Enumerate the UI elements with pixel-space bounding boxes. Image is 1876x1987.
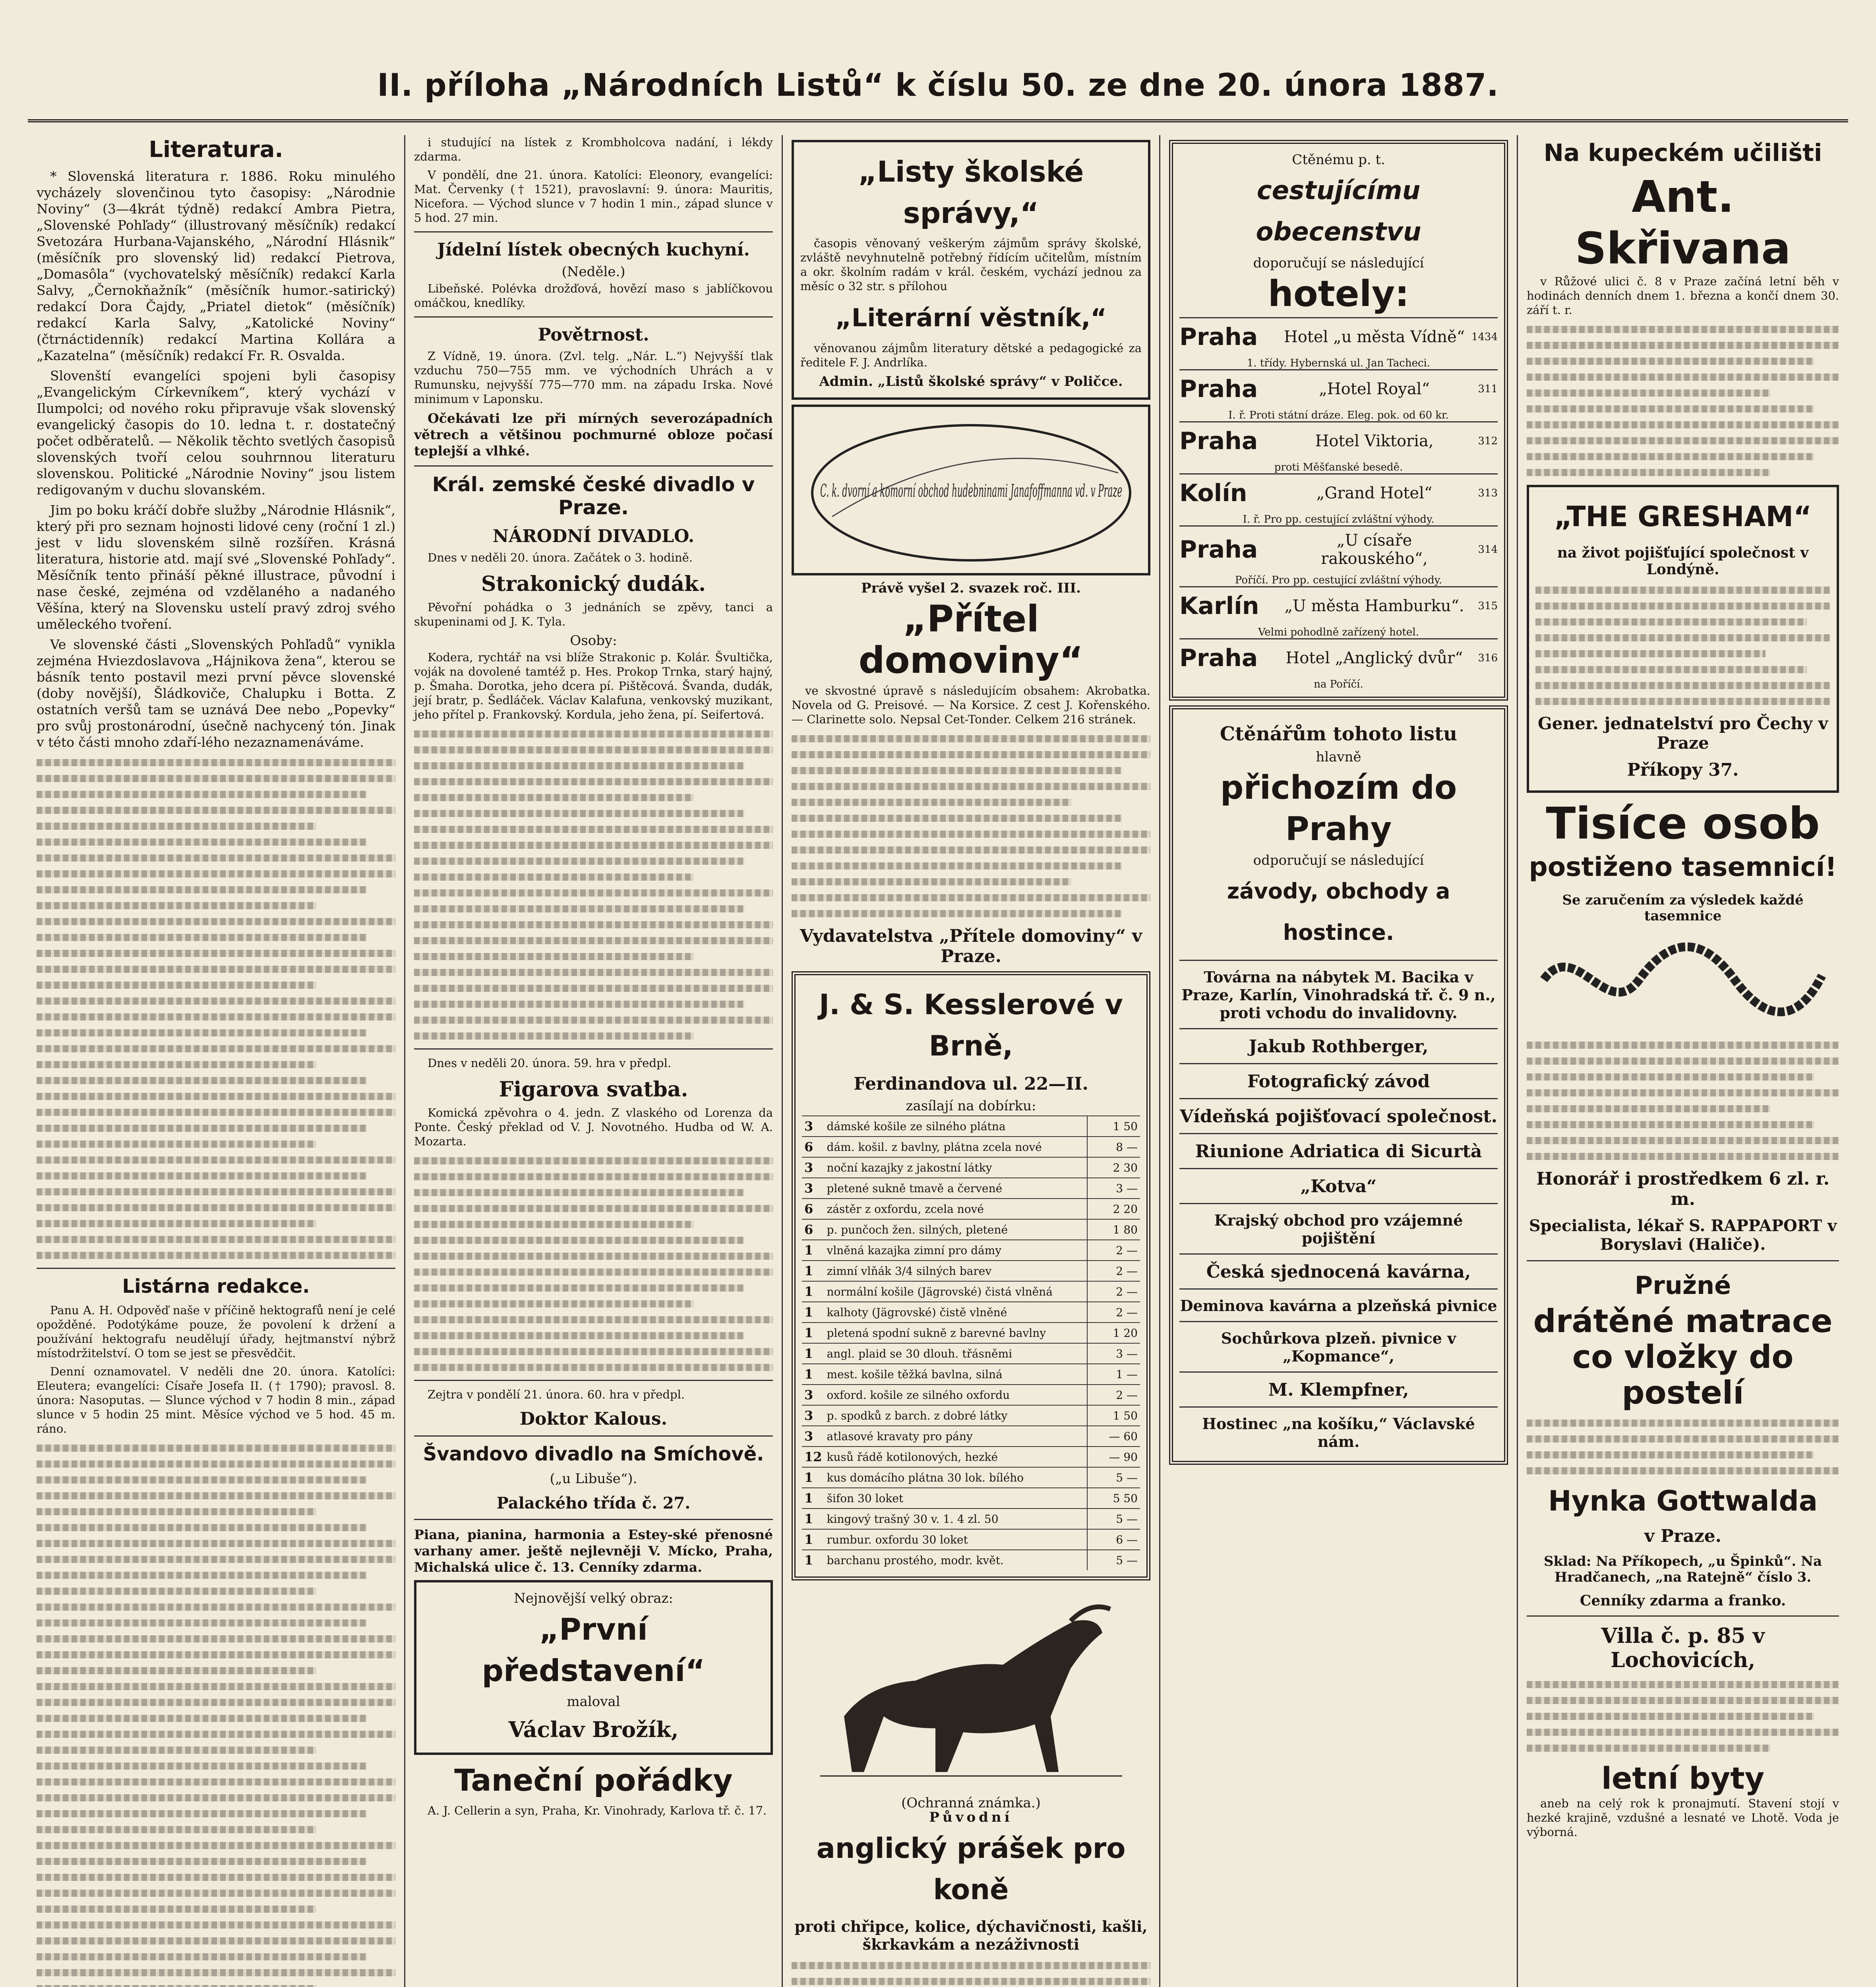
price-value: 2 — bbox=[1087, 1281, 1140, 1302]
readers-big: přichozím do Prahy bbox=[1220, 769, 1457, 848]
menu-text: Libeňské. Polévka drožďová, hovězí maso s jablíčkovou omáčkou, knedlíky. bbox=[414, 282, 773, 310]
literature-heading: Literatura. bbox=[149, 137, 283, 163]
cast-list: Kodera, rychtář na vsi blíže Strakonic p. Kolár. Švultička, voják na dovolené tamtéž p. Hes. Prokop Trnka, starý hajný, p. Šmaha. Dorotka, jeho dcera pí. Pištěcová. Švanda, dudák, její bratr, p. Šedláček. Václav Kalafuna, venkovský muzikant, jeho přítel p. Frankovský. Kordula, jeho žena, pí. Seifertová. bbox=[414, 651, 773, 721]
text-block bbox=[1527, 1420, 1839, 1474]
price-row bbox=[802, 1302, 1140, 1323]
price-value: 1 — bbox=[1087, 1364, 1140, 1385]
price-item: barchanu prostého, modr. květ. bbox=[825, 1550, 1087, 1570]
price-item: šifon 30 loket bbox=[825, 1488, 1087, 1509]
literature-paragraph: Ve slovenské části „Slovenských Pohľadů“ vynikla zejména Hviezdoslavova „Hájnikova žena“, kterou se básník tento postavil mezi první pěvce slovenské (doby novější), Šládkoviče, Chalupku i Botta. Z ostatních veršů tam se uznává Dee nebo „Popevky“ pro svůj prostonárodní, úsečně nachycený tón. Jinak v této části mnoho zdaří-lého nezaznamenáváme. bbox=[37, 637, 395, 750]
price-item: zimní vlňák 3/4 silných barev bbox=[825, 1261, 1087, 1281]
price-row bbox=[802, 1178, 1140, 1199]
play-date: Dnes v neděli 20. února. 59. hra v předpl. bbox=[428, 1056, 672, 1070]
text-block bbox=[792, 735, 1150, 917]
hotel-city: Karlín bbox=[1179, 592, 1259, 620]
price-qty: 1 bbox=[802, 1550, 825, 1570]
price-value: 2 — bbox=[1087, 1302, 1140, 1323]
divider bbox=[37, 1268, 395, 1269]
price-item: p. spodků z barch. z dobré látky bbox=[825, 1405, 1087, 1426]
price-item: atlasové kravaty pro pány bbox=[825, 1426, 1087, 1447]
price-item: rumbur. oxfordu 30 loket bbox=[825, 1529, 1087, 1550]
hotel-name: „U města Hamburku“. bbox=[1284, 597, 1464, 615]
divider bbox=[1179, 1098, 1498, 1099]
price-row bbox=[802, 1364, 1140, 1385]
price-item: vlněná kazajka zimní pro dámy bbox=[825, 1240, 1087, 1261]
bacik-ad: Továrna na nábytek M. Bacika v Praze, Karlín, Vinohradská tř. č. 9 n., proti vchodu do invalidovny. bbox=[1181, 968, 1496, 1022]
price-item: dám. košil. z bavlny, plátna zcela nové bbox=[825, 1137, 1087, 1157]
price-qty: 1 bbox=[802, 1302, 825, 1323]
hotel-row bbox=[1179, 317, 1498, 356]
hotel-entry bbox=[1179, 317, 1498, 369]
column-ads-2 bbox=[1160, 135, 1518, 1987]
friend-title: „Přítel domoviny“ bbox=[858, 598, 1084, 682]
hotel-num: 316 bbox=[1478, 652, 1498, 664]
price-row bbox=[802, 1529, 1140, 1550]
summer-text: aneb na celý rok k pronajmutí. Stavení stojí v hezké krajině, vzdušné a lesnaté ve Lhotě. Voda je výborná. bbox=[1527, 1797, 1839, 1839]
price-qty: 1 bbox=[802, 1364, 825, 1385]
divider bbox=[1527, 1260, 1839, 1261]
divider bbox=[1179, 1288, 1498, 1290]
play-description: Pěvořní pohádka o 3 jednáních se zpěvy, tanci a skupeninami od J. K. Tyla. bbox=[414, 600, 773, 628]
price-row bbox=[802, 1447, 1140, 1467]
hotel-city: Praha bbox=[1179, 536, 1258, 564]
price-qty: 1 bbox=[802, 1509, 825, 1529]
hotel-row bbox=[1179, 525, 1498, 573]
text-block bbox=[1535, 587, 1830, 705]
price-row bbox=[802, 1343, 1140, 1364]
calendar-text: V pondělí, dne 21. února. Katolíci: Eleonory, evangelíci: Mat. Červenky († 1521), pravoslavní: 9. února: Mauritis, Nicefora. — Východ slunce v 7 hodin 1 min., západ slunce v 5 hod. 27 min. bbox=[414, 168, 773, 225]
price-item: kusů řádě kotilonových, hezké bbox=[825, 1447, 1087, 1467]
hotel-list bbox=[1179, 317, 1498, 690]
horse-icon bbox=[796, 1585, 1146, 1792]
price-qty: 3 bbox=[802, 1405, 825, 1426]
smichov-sub: („u Libuše“). bbox=[550, 1471, 637, 1487]
hotel-num: 314 bbox=[1478, 544, 1498, 556]
school-name: Ant. Skřivana bbox=[1575, 171, 1791, 274]
trademark-caption: (Ochranná známka.) bbox=[901, 1795, 1041, 1811]
divider bbox=[1179, 960, 1498, 961]
listy-text: časopis věnovaný veškerým zájmům správy školské, zvláště nevyhnutelně potřebný řídícím učitelům, místním a okr. školním radám v král. českém, vychází jednou za měsíc o 32 str. s přílohou bbox=[800, 236, 1142, 293]
gottwald-address: v Praze. bbox=[1644, 1526, 1721, 1546]
friend-text: ve skvostné úpravě s následujícím obsahem: Akrobatka. Novela od G. Preisové. — Na Korsice. Z cest J. Kořenského. — Clarinette solo. Nepsal Cet-Tonder. Celkem 216 stránek. bbox=[792, 684, 1150, 726]
gresham-agent: Gener. jednatelství pro Čechy v Praze bbox=[1537, 714, 1828, 753]
riunione-ad: Riunione Adriatica di Sicurtà bbox=[1195, 1141, 1482, 1162]
dance-ad-title: Taneční pořádky bbox=[454, 1762, 733, 1798]
price-value: 2 30 bbox=[1087, 1157, 1140, 1178]
price-item: normální košile (Jägrovské) čistá vlněná bbox=[825, 1281, 1087, 1302]
hotel-city: Praha bbox=[1179, 427, 1258, 455]
price-row bbox=[802, 1405, 1140, 1426]
painting-intro: Nejnovější velký obraz: bbox=[514, 1590, 673, 1606]
rappaport: Specialista, lékař S. RAPPAPORT v Boryslavi (Haliče). bbox=[1529, 1216, 1837, 1254]
gottwald-store: Sklad: Na Příkopech, „u Špinků“. Na Hradčanech, „na Ratejně“ číslo 3. bbox=[1544, 1553, 1822, 1585]
hotel-row bbox=[1179, 369, 1498, 408]
hotel-name: „U císaře rakouského“, bbox=[1321, 531, 1428, 568]
rothberger-ad: Jakub Rothberger, bbox=[1249, 1036, 1429, 1057]
price-row bbox=[802, 1281, 1140, 1302]
text-block bbox=[37, 1445, 395, 1987]
painting-title: „První představení“ bbox=[482, 1611, 705, 1688]
summer-title: letní byty bbox=[1601, 1760, 1765, 1796]
play-title: Strakonický dudák. bbox=[481, 572, 706, 596]
listy-ad bbox=[792, 140, 1150, 400]
hotel-name: Hotel „u města Vídně“ bbox=[1284, 328, 1465, 346]
play-description: Komická zpěvohra o 4. jedn. Z vlaského od Lorenza da Ponte. Český překlad od V. J. Novotného. Hudba od W. A. Mozarta. bbox=[414, 1106, 773, 1148]
redakce-paragraph: Panu A. H. Odpověď naše v příčině hektografů není je celé opožděné. Podotýkáme pouze, že povolení k držení a používání hektografu neudělují úřady, hejtmanství nýbrž místodržitelství. O tom se jest se přesvědčit. bbox=[37, 1303, 395, 1360]
column-news bbox=[405, 135, 783, 1987]
hotel-name: Hotel „Anglický dvůr“ bbox=[1286, 649, 1463, 667]
gresham-sub: na život pojišťující společnost v Londýně. bbox=[1557, 544, 1809, 578]
price-qty: 1 bbox=[802, 1467, 825, 1488]
kessler-title: J. & S. Kesslerové v Brně, bbox=[819, 988, 1123, 1062]
listy-admin: Admin. „Listů školské správy“ v Poličce. bbox=[819, 374, 1123, 389]
price-value: 1 80 bbox=[1087, 1219, 1140, 1240]
divider bbox=[414, 1519, 773, 1520]
menu-heading: Jídelní lístek obecných kuchyní. bbox=[437, 240, 750, 260]
friend-intro: Právě vyšel 2. svazek roč. III. bbox=[861, 580, 1081, 596]
tapeworm-title: Tisíce osob bbox=[1546, 798, 1820, 849]
hotel-note: 1. třídy. Hybernská ul. Jan Tacheci. bbox=[1247, 357, 1431, 369]
horse-illustration bbox=[792, 1585, 1150, 1811]
price-value: 2 — bbox=[1087, 1261, 1140, 1281]
weather-text: Z Vídně, 19. února. (Zvl. telg. „Nár. L.“) Nejvyšší tlak vzduchu 750—755 mm. ve východních Uhrách a v Rumunsku, nejvyšší 775—770 mm. na západu Irska. Nové minimum v Laponsku. bbox=[414, 349, 773, 406]
price-value: 2 20 bbox=[1087, 1199, 1140, 1219]
school-intro: Na kupeckém učilišti bbox=[1543, 139, 1822, 167]
price-item: pletené sukně tmavě a červené bbox=[825, 1178, 1087, 1199]
price-row bbox=[802, 1467, 1140, 1488]
text-block bbox=[1527, 326, 1839, 476]
divider bbox=[1179, 1203, 1498, 1204]
price-row bbox=[802, 1240, 1140, 1261]
price-row bbox=[802, 1385, 1140, 1405]
price-item: mest. košile těžká bavlna, silná bbox=[825, 1364, 1087, 1385]
price-value: — 60 bbox=[1087, 1426, 1140, 1447]
redakce-heading: Listárna redakce. bbox=[122, 1275, 310, 1298]
price-value: 5 — bbox=[1087, 1550, 1140, 1570]
powder-text: proti chřipce, kolice, dýchavičnosti, kašli, škrkavkám a nezáživnosti bbox=[794, 1917, 1148, 1953]
hotel-city: Kolín bbox=[1179, 479, 1247, 507]
price-qty: 3 bbox=[802, 1157, 825, 1178]
hotels-recommend: doporučují se následující bbox=[1253, 255, 1424, 271]
price-value: 8 — bbox=[1087, 1137, 1140, 1157]
price-qty: 6 bbox=[802, 1137, 825, 1157]
hotels-title: hotely: bbox=[1268, 273, 1409, 315]
price-value: — 90 bbox=[1087, 1447, 1140, 1467]
honorar: Honorář i prostředkem 6 zl. r. m. bbox=[1536, 1169, 1830, 1209]
divider bbox=[1179, 1133, 1498, 1134]
divider bbox=[1179, 1168, 1498, 1169]
divider bbox=[1179, 1063, 1498, 1064]
gresham-title: „THE GRESHAM“ bbox=[1554, 500, 1812, 533]
kotva-ad: „Kotva“ bbox=[1300, 1176, 1377, 1197]
intro-text: i studující na lístek z Krombholcova nadání, i lékdy zdarma. bbox=[414, 136, 773, 163]
price-qty: 1 bbox=[802, 1323, 825, 1343]
menu-sub: (Neděle.) bbox=[561, 264, 625, 280]
price-qty: 3 bbox=[802, 1426, 825, 1447]
hotel-city: Praha bbox=[1179, 375, 1258, 403]
weather-heading: Povětrnost. bbox=[538, 325, 649, 345]
price-qty: 1 bbox=[802, 1281, 825, 1302]
divider bbox=[1179, 1253, 1498, 1255]
columns bbox=[28, 135, 1848, 1987]
kessler-address: Ferdinandova ul. 22—II. bbox=[854, 1074, 1088, 1094]
price-value: 2 — bbox=[1087, 1240, 1140, 1261]
divider bbox=[414, 465, 773, 467]
price-row bbox=[802, 1426, 1140, 1447]
price-value: 3 — bbox=[1087, 1178, 1140, 1199]
hotel-entry bbox=[1179, 369, 1498, 421]
divider bbox=[414, 1380, 773, 1381]
price-item: oxford. košile ze silného oxfordu bbox=[825, 1385, 1087, 1405]
divider bbox=[414, 1048, 773, 1050]
price-qty: 1 bbox=[802, 1529, 825, 1550]
price-item: angl. plaid se 30 dlouh. třásněmi bbox=[825, 1343, 1087, 1364]
divider bbox=[1179, 1028, 1498, 1029]
hotel-num: 311 bbox=[1478, 383, 1498, 395]
tapeworm-icon bbox=[1528, 928, 1838, 1031]
price-row bbox=[802, 1219, 1140, 1240]
vestnik-title: „Literární věstník,“ bbox=[835, 303, 1107, 332]
text-block bbox=[792, 1962, 1150, 1987]
price-qty: 12 bbox=[802, 1447, 825, 1467]
price-value: 1 50 bbox=[1087, 1116, 1140, 1137]
price-row bbox=[802, 1550, 1140, 1570]
deminova-ad: Deminova kavárna a plzeňská pivnice bbox=[1180, 1297, 1497, 1315]
piano-ad: Piana, pianina, harmonia a Estey-ské přenosné varhany amer. ještě nejlevněji V. Mícko, Praha, Michalská ulice č. 13. Cenníky zdarma. bbox=[414, 1527, 773, 1575]
price-row bbox=[802, 1199, 1140, 1219]
hotels-ad bbox=[1169, 140, 1508, 701]
powder-intro: Původní bbox=[929, 1809, 1013, 1825]
price-qty: 1 bbox=[802, 1261, 825, 1281]
listy-title: „Listy školské správy,“ bbox=[858, 155, 1084, 230]
hotel-entry bbox=[1179, 586, 1498, 638]
price-qty: 6 bbox=[802, 1199, 825, 1219]
hotel-note: Velmi pohodlně zařízený hotel. bbox=[1258, 626, 1419, 638]
hotel-note: proti Měšťanské besedě. bbox=[1274, 461, 1403, 473]
price-item: pletená spodní sukně z barevné bavlny bbox=[825, 1323, 1087, 1343]
price-row bbox=[802, 1323, 1140, 1343]
column-literature bbox=[28, 135, 405, 1987]
price-value: 1 20 bbox=[1087, 1323, 1140, 1343]
kosik-ad: Hostinec „na košíku,“ Václavské nám. bbox=[1202, 1415, 1475, 1451]
hotel-row bbox=[1179, 586, 1498, 625]
price-item: kus domácího plátna 30 lok. bílého bbox=[825, 1467, 1087, 1488]
price-item: kingový trašný 30 v. 1. 4 zl. 50 bbox=[825, 1509, 1087, 1529]
price-qty: 3 bbox=[802, 1178, 825, 1199]
price-value: 5 50 bbox=[1087, 1488, 1140, 1509]
gresham-ad bbox=[1527, 485, 1839, 793]
price-qty: 1 bbox=[802, 1240, 825, 1261]
powder-title: anglický prášek pro koně bbox=[816, 1832, 1126, 1906]
hotel-entry bbox=[1179, 421, 1498, 473]
stamp-text: C. k. dvorní a komorní obchod hudebninami Janafoffmanna vd. v Praze bbox=[820, 481, 1122, 501]
price-qty: 3 bbox=[802, 1385, 825, 1405]
text-block bbox=[37, 759, 395, 1259]
text-block bbox=[414, 1157, 773, 1371]
smichov-address: Palackého třída č. 27. bbox=[496, 1494, 691, 1513]
hotel-note: na Poříčí. bbox=[1314, 678, 1363, 690]
page-header: II. příloha „Národních Listů“ k číslu 50. ze dne 20. února 1887. bbox=[28, 60, 1848, 122]
price-qty: 6 bbox=[802, 1219, 825, 1240]
vestnik-text: věnovanou zájmům literatury dětské a pedagogické za ředitele F. J. Andrlíka. bbox=[800, 341, 1142, 369]
painting-author: Václav Brožík, bbox=[508, 1717, 679, 1742]
price-item: noční kazajky z jakostní látky bbox=[825, 1157, 1087, 1178]
hotel-note: I. ř. Proti státní dráze. Eleg. pok. od 60 kr. bbox=[1228, 409, 1449, 421]
divider bbox=[1179, 1371, 1498, 1373]
hotel-num: 313 bbox=[1478, 487, 1498, 499]
hotels-intro: Ctěnému p. t. bbox=[1292, 152, 1385, 168]
play-title: Figarova svatba. bbox=[499, 1077, 688, 1102]
text-block bbox=[1527, 1681, 1839, 1752]
calendar-paragraph: Denní oznamovatel. V neděli dne 20. února. Katolíci: Eleutera; evangelíci: Císaře Josefa II. († 1790); pravosl. 8. února: Nasoputas. — Slunce východ v 7 hodin 8 min., západ slunce v 5 hodin 25 mint. Měsíce východ ve 5 hod. 45 m. ráno. bbox=[37, 1365, 395, 1435]
tapeworm-text: Se zaručením za výsledek každé tasemnice bbox=[1562, 892, 1804, 924]
price-row bbox=[802, 1157, 1140, 1178]
hotel-row bbox=[1179, 421, 1498, 460]
tapeworm-sub: postiženo tasemnicí! bbox=[1529, 852, 1837, 882]
hotel-note: Poříčí. Pro pp. cestující zvláštní výhody. bbox=[1235, 574, 1442, 586]
readers-recommend: odporučují se následující bbox=[1253, 852, 1424, 868]
price-value: 5 — bbox=[1087, 1467, 1140, 1488]
friend-publisher: Vydavatelstva „Přítele domoviny“ v Praze. bbox=[800, 926, 1142, 966]
divider bbox=[414, 1435, 773, 1437]
text-block bbox=[414, 730, 773, 1040]
hotel-note: I. ř. Pro pp. cestující zvláštní výhody. bbox=[1243, 513, 1435, 525]
divider bbox=[1179, 1406, 1498, 1408]
hotel-num: 312 bbox=[1478, 435, 1498, 447]
vienna-insurance-ad: Vídeňská pojišťovací společnost. bbox=[1180, 1106, 1497, 1127]
tapeworm-illustration bbox=[1527, 928, 1839, 1033]
price-value: 2 — bbox=[1087, 1385, 1140, 1405]
literature-paragraph: Slovenští evangelíci spojeni byli časopisy „Evangelickým Církevníkem“, který vychází v Ilumpolci; od nového roku připravuje však slovenský evangelický časopis do 10. ledna t. r. dostatečný počet odběratelů. — Několik těchto svetlých časopisů slovenských tvoří celou souhrnnou literaturu slovenskou. Politické „Národnie Noviny“ jsou listem redigovaným v duchu slovanském. bbox=[37, 368, 395, 498]
cafe-ad: Česká sjednocená kavárna, bbox=[1206, 1262, 1471, 1282]
divider bbox=[414, 316, 773, 318]
price-value: 5 — bbox=[1087, 1509, 1140, 1529]
music-shop-stamp bbox=[792, 405, 1150, 575]
readers-sub: hlavně bbox=[1316, 749, 1361, 765]
price-qty: 3 bbox=[802, 1116, 825, 1137]
play-date: Dnes v neděli 20. února. Začátek o 3. hodině. bbox=[428, 551, 693, 564]
price-row bbox=[802, 1137, 1140, 1157]
gottwald-name: Hynka Gottwalda bbox=[1548, 1485, 1818, 1517]
painting-ad bbox=[414, 1580, 773, 1755]
readers-ad bbox=[1169, 705, 1508, 1465]
price-qty: 1 bbox=[802, 1488, 825, 1509]
hotel-entry bbox=[1179, 473, 1498, 525]
column-ads-1 bbox=[783, 135, 1160, 1987]
hotel-name: „Hotel Royal“ bbox=[1319, 380, 1430, 398]
divider bbox=[1179, 1321, 1498, 1322]
stamp-logo-icon bbox=[800, 413, 1142, 568]
play-date: Zejtra v pondělí 21. února. 60. hra v předpl. bbox=[428, 1388, 685, 1401]
painting-by: maloval bbox=[567, 1694, 620, 1710]
price-value: 3 — bbox=[1087, 1343, 1140, 1364]
price-qty: 1 bbox=[802, 1343, 825, 1364]
cast-heading: Osoby: bbox=[570, 633, 617, 649]
theatre-sub: NÁRODNÍ DIVADLO. bbox=[492, 526, 695, 546]
gottwald-catalog: Cenníky zdarma a franko. bbox=[1580, 1592, 1786, 1609]
price-table bbox=[802, 1116, 1140, 1570]
hotel-city: Praha bbox=[1179, 323, 1258, 351]
hotel-name: Hotel Viktoria, bbox=[1315, 432, 1434, 450]
hotel-entry bbox=[1179, 525, 1498, 586]
literature-paragraph: Jim po boku kráčí dobře služby „Národnie Hlásnik“, který při pro seznam hojnosti lidové ceny (roční 1 zl.) jest v lidu slovenském silně rozšířen. Krásná literatura, historie atd. mají své „Slovenské Pohľady“. Měsíčník tento přináší pěkné illustrace, původní i nase české, zejména od vzdělaného a nadaného Věšína, který na Slovensku ustelí pravý zdroj svého uměleckého tvoření. bbox=[37, 502, 395, 632]
hotel-row bbox=[1179, 473, 1498, 512]
school-text: v Růžové ulici č. 8 v Praze začíná letní běh v hodinách denních dnem 1. března a končí dnem 30. září t. r. bbox=[1527, 275, 1839, 317]
divider bbox=[1527, 1615, 1839, 1617]
klempfner-ad: M. Klempfner, bbox=[1268, 1380, 1409, 1400]
kessler-sub: zasílají na dobírku: bbox=[906, 1098, 1036, 1114]
price-row bbox=[802, 1116, 1140, 1137]
mattress-title: drátěné matrace co vložky do postelí bbox=[1533, 1303, 1833, 1411]
smichov-heading: Švandovo divadlo na Smíchově. bbox=[423, 1443, 764, 1465]
price-row bbox=[802, 1488, 1140, 1509]
hotels-audience: cestujícímu obecenstvu bbox=[1256, 176, 1421, 247]
price-item: kalhoty (Jägrovské) čistě vlněné bbox=[825, 1302, 1087, 1323]
price-row bbox=[802, 1261, 1140, 1281]
mattress-intro: Pružné bbox=[1634, 1271, 1731, 1300]
forecast-text: Očekávati lze při mírných severozápadních větrech a většinou pochmurné obloze počasí teplejší a vlhké. bbox=[414, 411, 773, 459]
photo-ad: Fotografický závod bbox=[1247, 1071, 1430, 1092]
column-ads-3 bbox=[1518, 135, 1848, 1987]
price-item: p. punčoch žen. silných, pletené bbox=[825, 1219, 1087, 1240]
literature-paragraph: * Slovenská literatura r. 1886. Roku minulého vycházely slovenčinou tyto časopisy: „Národnie Noviny“ (3—4krát týdně) redakcí Ambra Pietra, „Slovenské Pohľady“ (illustrovaný měsíčník) redakcí Svetozára Hurbana-Vajanského, „Národní Hlásnik“ (měsíčník pro slovenský lid) redakcí Pietrova, „Domasôla“ (vychovatelský měsíčník) redakcí Karla Salvy, „Černokňažník“ (měsíčník humor.-satirický) redakcí Dora Čajdy, „Priatel dietok“ (měsíčník) redakcí Karla Salvy, „Katolické Noviny“ (čtrnáctidenník) redakcí Martina Kollára a „Kazatelna“ (měsíčník) redakcí Fr. R. Osvalda. bbox=[37, 168, 395, 363]
readers-list-title: závody, obchody a hostince. bbox=[1227, 879, 1450, 945]
kessler-ad bbox=[792, 971, 1150, 1580]
price-item: zástěr z oxfordu, zcela nové bbox=[825, 1199, 1087, 1219]
hotel-num: 315 bbox=[1478, 600, 1498, 612]
hotel-row bbox=[1179, 638, 1498, 677]
hotel-num: 1434 bbox=[1471, 331, 1498, 343]
theatre-heading: Král. zemské české divadlo v Praze. bbox=[432, 473, 755, 519]
villa-title: Villa č. p. 85 v Lochovicích, bbox=[1601, 1624, 1765, 1672]
price-item: dámské košile ze silného plátna bbox=[825, 1116, 1087, 1137]
play-title: Doktor Kalous. bbox=[519, 1409, 668, 1429]
price-value: 6 — bbox=[1087, 1529, 1140, 1550]
gresham-address: Příkopy 37. bbox=[1627, 760, 1739, 780]
kraj-ad: Krajský obchod pro vzájemné pojištění bbox=[1214, 1211, 1463, 1247]
hotel-name: „Grand Hotel“ bbox=[1316, 484, 1433, 502]
readers-title: Ctěnářům tohoto listu bbox=[1220, 723, 1458, 745]
sochor-ad: Sochůrkova plzeň. pivnice v „Kopmance“, bbox=[1221, 1329, 1456, 1365]
price-value: 1 50 bbox=[1087, 1405, 1140, 1426]
hotel-entry bbox=[1179, 638, 1498, 690]
hotel-city: Praha bbox=[1179, 644, 1258, 672]
dance-ad-by: A. J. Cellerin a syn, Praha, Kr. Vinohrady, Karlova tř. č. 17. bbox=[428, 1804, 767, 1817]
text-block bbox=[1527, 1042, 1839, 1160]
price-row bbox=[802, 1509, 1140, 1529]
divider bbox=[414, 231, 773, 232]
